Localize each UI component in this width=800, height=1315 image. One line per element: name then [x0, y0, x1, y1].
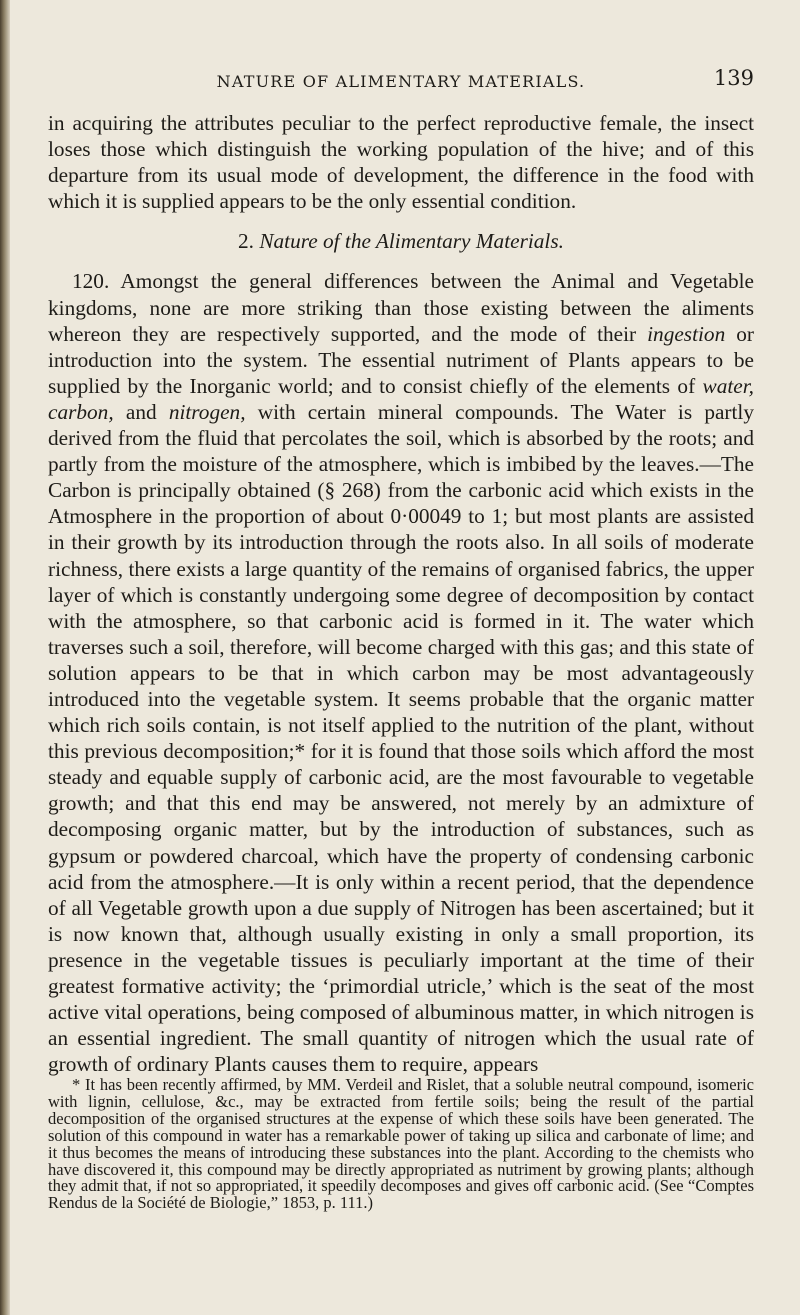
page-header	[48, 66, 754, 102]
para-120-part-2: or introduction into the system. The essential nutriment of Plants appears to be supplied by the Inorganic world; and to consist chiefly of the elements of	[48, 321, 754, 398]
body-text	[48, 110, 754, 1077]
footnote: * It has been recently affirmed, by MM. Verdeil and Rislet, that a soluble neutral compound, isomeric with lignin, cellulose, &c., may be extracted from fertile soils; being the result of the partial decomposition of the organised structures at the expense of which these soils have been generated. The solution of this compound in water has a remarkable power of taking up silica and carbonate of lime; and it thus becomes the means of introducing these substances into the plant. According to the chemists who have discovered it, this compound may be directly appropriated as nutriment by growing plants; although they admit that, if not so appropriated, it speedily decomposes and gives off carbonic acid. (See “Comptes Rendus de la Société de Biologie,” 1853, p. 111.)	[48, 1075, 754, 1213]
section-name: Nature of the Alimentary Materials.	[259, 229, 564, 254]
para-120-em-water-carbon: water, carbon,	[48, 373, 754, 424]
section-heading	[48, 228, 754, 254]
paragraph-continued: in acquiring the attributes peculiar to the perfect reproductive female, the insect loses those which distinguish the working population of the hive; and of this departure from its usual mode of development, the difference in the food with which it is supplied appears to be the only essential condition.	[48, 111, 754, 214]
para-120-em-nitrogen: nitrogen,	[168, 399, 246, 424]
running-head: NATURE OF ALIMENTARY MATERIALS.	[216, 72, 586, 91]
para-120-part-1: 120. Amongst the general differences between the Animal and Vegetable kingdoms, none are more striking than those existing between the aliments whereon they are respectively supported, and the mode of their	[48, 269, 754, 346]
page-binding-edge	[0, 0, 10, 1315]
para-120-part-4: with certain mineral compounds. The Water is partly derived from the fluid that percolates the soil, which is absorbed by the roots; and partly from the moisture of the atmosphere, which is imbibed by the leaves.—The Carbon is principally obtained (§ 268) from the carbonic acid which exists in the Atmosphere in the proportion of about 0·00049 to 1; but most plants are assisted in their growth by its introduction through the roots also. In all soils of moderate richness, there exists a large quantity of the remains of organised fabrics, the upper layer of which is constantly undergoing some degree of decomposition by contact with the atmosphere, so that carbonic acid is formed in it. The water which traverses such a soil, therefore, will become charged with this gas; and this state of solution appears to be that in which carbon may be most advantageously introduced into the vegetable system. It seems probable that the organic matter which rich soils contain, is not itself applied to the nutrition of the plant, without this previous decomposition;* for it is found that those soils which afford the most steady and equable supply of carbonic acid, are the most favourable to vegetable growth; and that this end may be answered, not merely by an admixture of decomposing organic matter, but by the introduction of substances, such as gypsum or powdered charcoal, which have the property of condensing carbonic acid from the atmosphere.—It is only within a recent period, that the dependence of all Vegetable growth upon a due supply of Nitrogen has been ascertained; but it is now known that, although usually existing in only a small proportion, its presence in the vegetable tissues is peculiarly important at the time of their greatest formative activity; the ‘primordial utricle,’ which is the seat of the most active vital operations, being composed of albuminous matter, in which nitrogen is an essential ingredient. The small quantity of nitrogen which the usual rate of growth of ordinary Plants causes them to require, appears	[48, 399, 754, 1077]
para-120-part-3: and	[125, 399, 157, 424]
section-number: 2.	[238, 229, 254, 254]
paragraph-120	[48, 268, 754, 1077]
para-120-em-ingestion: ingestion	[647, 321, 726, 346]
page-number: 139	[713, 66, 754, 90]
